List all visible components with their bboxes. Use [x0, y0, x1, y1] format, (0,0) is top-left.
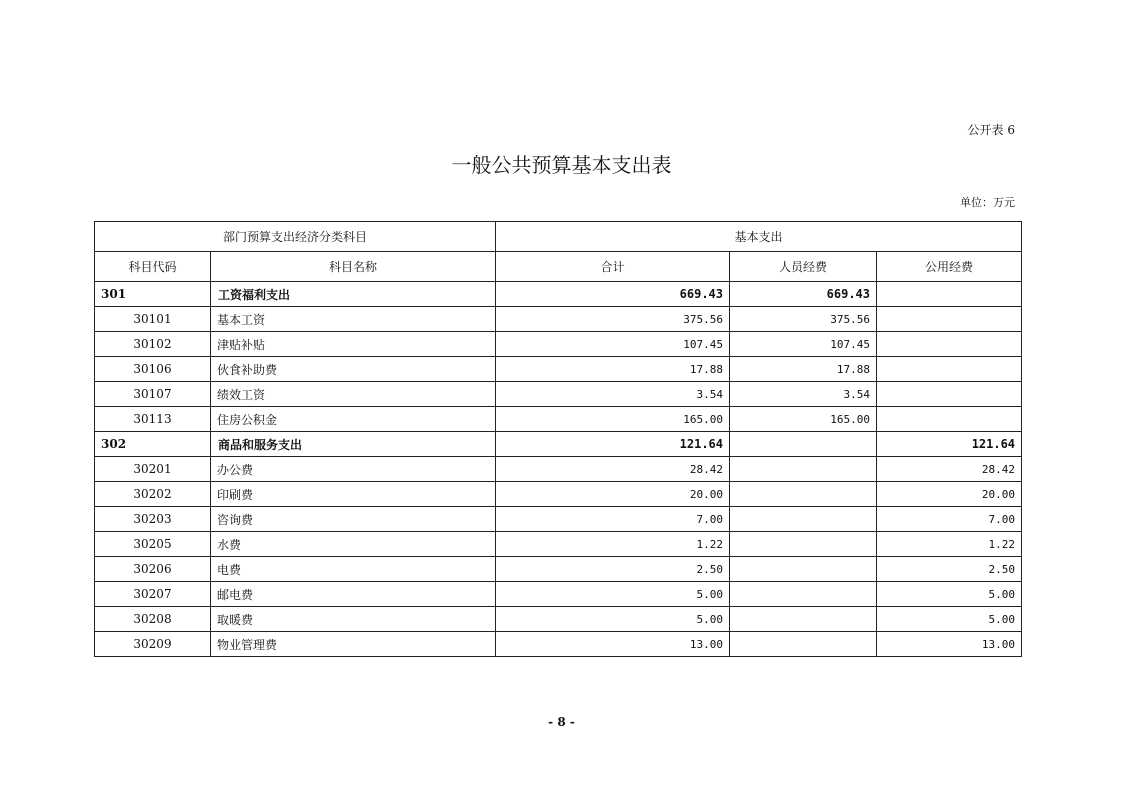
- row-name: 邮电费: [211, 582, 496, 607]
- page-number: - 8 -: [548, 715, 575, 729]
- row-name: 电费: [211, 557, 496, 582]
- row-personnel: [730, 532, 877, 557]
- row-personnel: [730, 557, 877, 582]
- row-total: 107.45: [496, 332, 730, 357]
- row-personnel: 669.43: [730, 282, 877, 307]
- row-name: 水费: [211, 532, 496, 557]
- row-code: 30208: [95, 607, 211, 632]
- row-code: 301: [95, 282, 211, 307]
- table-row: [95, 532, 1022, 557]
- row-name: 商品和服务支出: [211, 432, 496, 457]
- row-public: 121.64: [877, 432, 1022, 457]
- header-code: 科目代码: [95, 252, 211, 282]
- table-row: [95, 482, 1022, 507]
- row-personnel: [730, 607, 877, 632]
- row-personnel: [730, 632, 877, 657]
- row-code: 302: [95, 432, 211, 457]
- row-name: 办公费: [211, 457, 496, 482]
- row-code: 30202: [95, 482, 211, 507]
- row-code: 30205: [95, 532, 211, 557]
- row-name: 工资福利支出: [211, 282, 496, 307]
- row-total: 17.88: [496, 357, 730, 382]
- row-public: 7.00: [877, 507, 1022, 532]
- row-public: 20.00: [877, 482, 1022, 507]
- row-personnel: 3.54: [730, 382, 877, 407]
- row-total: 5.00: [496, 607, 730, 632]
- row-code: 30207: [95, 582, 211, 607]
- row-name: 伙食补助费: [211, 357, 496, 382]
- row-name: 印刷费: [211, 482, 496, 507]
- header-total: 合计: [496, 252, 730, 282]
- header-public: 公用经费: [877, 252, 1022, 282]
- row-code: 30209: [95, 632, 211, 657]
- table-row: [95, 607, 1022, 632]
- table-row: [95, 382, 1022, 407]
- row-public: 1.22: [877, 532, 1022, 557]
- row-name: 绩效工资: [211, 382, 496, 407]
- header-name: 科目名称: [211, 252, 496, 282]
- row-personnel: [730, 482, 877, 507]
- row-code: 30106: [95, 357, 211, 382]
- row-total: 28.42: [496, 457, 730, 482]
- row-personnel: [730, 457, 877, 482]
- row-personnel: 165.00: [730, 407, 877, 432]
- row-personnel: 17.88: [730, 357, 877, 382]
- table-number-label: 公开表 6: [967, 123, 1015, 137]
- row-total: 3.54: [496, 382, 730, 407]
- table-row: [95, 407, 1022, 432]
- row-total: 669.43: [496, 282, 730, 307]
- row-name: 物业管理费: [211, 632, 496, 657]
- row-personnel: [730, 582, 877, 607]
- row-personnel: [730, 432, 877, 457]
- row-public: [877, 282, 1022, 307]
- row-public: 5.00: [877, 607, 1022, 632]
- header-basic-expenditure: 基本支出: [496, 222, 1022, 252]
- budget-table-body: [95, 222, 1022, 657]
- row-total: 165.00: [496, 407, 730, 432]
- row-personnel: 107.45: [730, 332, 877, 357]
- table-row: [95, 282, 1022, 307]
- row-public: 2.50: [877, 557, 1022, 582]
- table-row: [95, 357, 1022, 382]
- row-total: 5.00: [496, 582, 730, 607]
- row-total: 13.00: [496, 632, 730, 657]
- row-public: 13.00: [877, 632, 1022, 657]
- row-total: 1.22: [496, 532, 730, 557]
- table-row: [95, 582, 1022, 607]
- table-row: [95, 307, 1022, 332]
- row-public: [877, 407, 1022, 432]
- header-economic-category: 部门预算支出经济分类科目: [95, 222, 496, 252]
- row-public: [877, 382, 1022, 407]
- row-code: 30101: [95, 307, 211, 332]
- row-name: 咨询费: [211, 507, 496, 532]
- row-public: [877, 332, 1022, 357]
- table-row: [95, 632, 1022, 657]
- row-code: 30206: [95, 557, 211, 582]
- row-public: 28.42: [877, 457, 1022, 482]
- budget-table: [94, 221, 1022, 657]
- header-row-group: [95, 222, 1022, 252]
- row-public: [877, 357, 1022, 382]
- row-code: 30113: [95, 407, 211, 432]
- row-code: 30102: [95, 332, 211, 357]
- header-row-columns: [95, 252, 1022, 282]
- row-total: 7.00: [496, 507, 730, 532]
- row-name: 基本工资: [211, 307, 496, 332]
- row-public: 5.00: [877, 582, 1022, 607]
- table-row: [95, 332, 1022, 357]
- row-personnel: 375.56: [730, 307, 877, 332]
- header-personnel: 人员经费: [730, 252, 877, 282]
- row-public: [877, 307, 1022, 332]
- row-name: 住房公积金: [211, 407, 496, 432]
- row-name: 津贴补贴: [211, 332, 496, 357]
- row-total: 2.50: [496, 557, 730, 582]
- row-code: 30107: [95, 382, 211, 407]
- row-total: 121.64: [496, 432, 730, 457]
- row-total: 375.56: [496, 307, 730, 332]
- table-row: [95, 457, 1022, 482]
- table-row: [95, 557, 1022, 582]
- unit-label: 单位：万元: [960, 196, 1015, 209]
- row-name: 取暖费: [211, 607, 496, 632]
- page-title: 一般公共预算基本支出表: [451, 153, 672, 177]
- row-personnel: [730, 507, 877, 532]
- row-code: 30203: [95, 507, 211, 532]
- table-row: [95, 432, 1022, 457]
- row-total: 20.00: [496, 482, 730, 507]
- table-row: [95, 507, 1022, 532]
- row-code: 30201: [95, 457, 211, 482]
